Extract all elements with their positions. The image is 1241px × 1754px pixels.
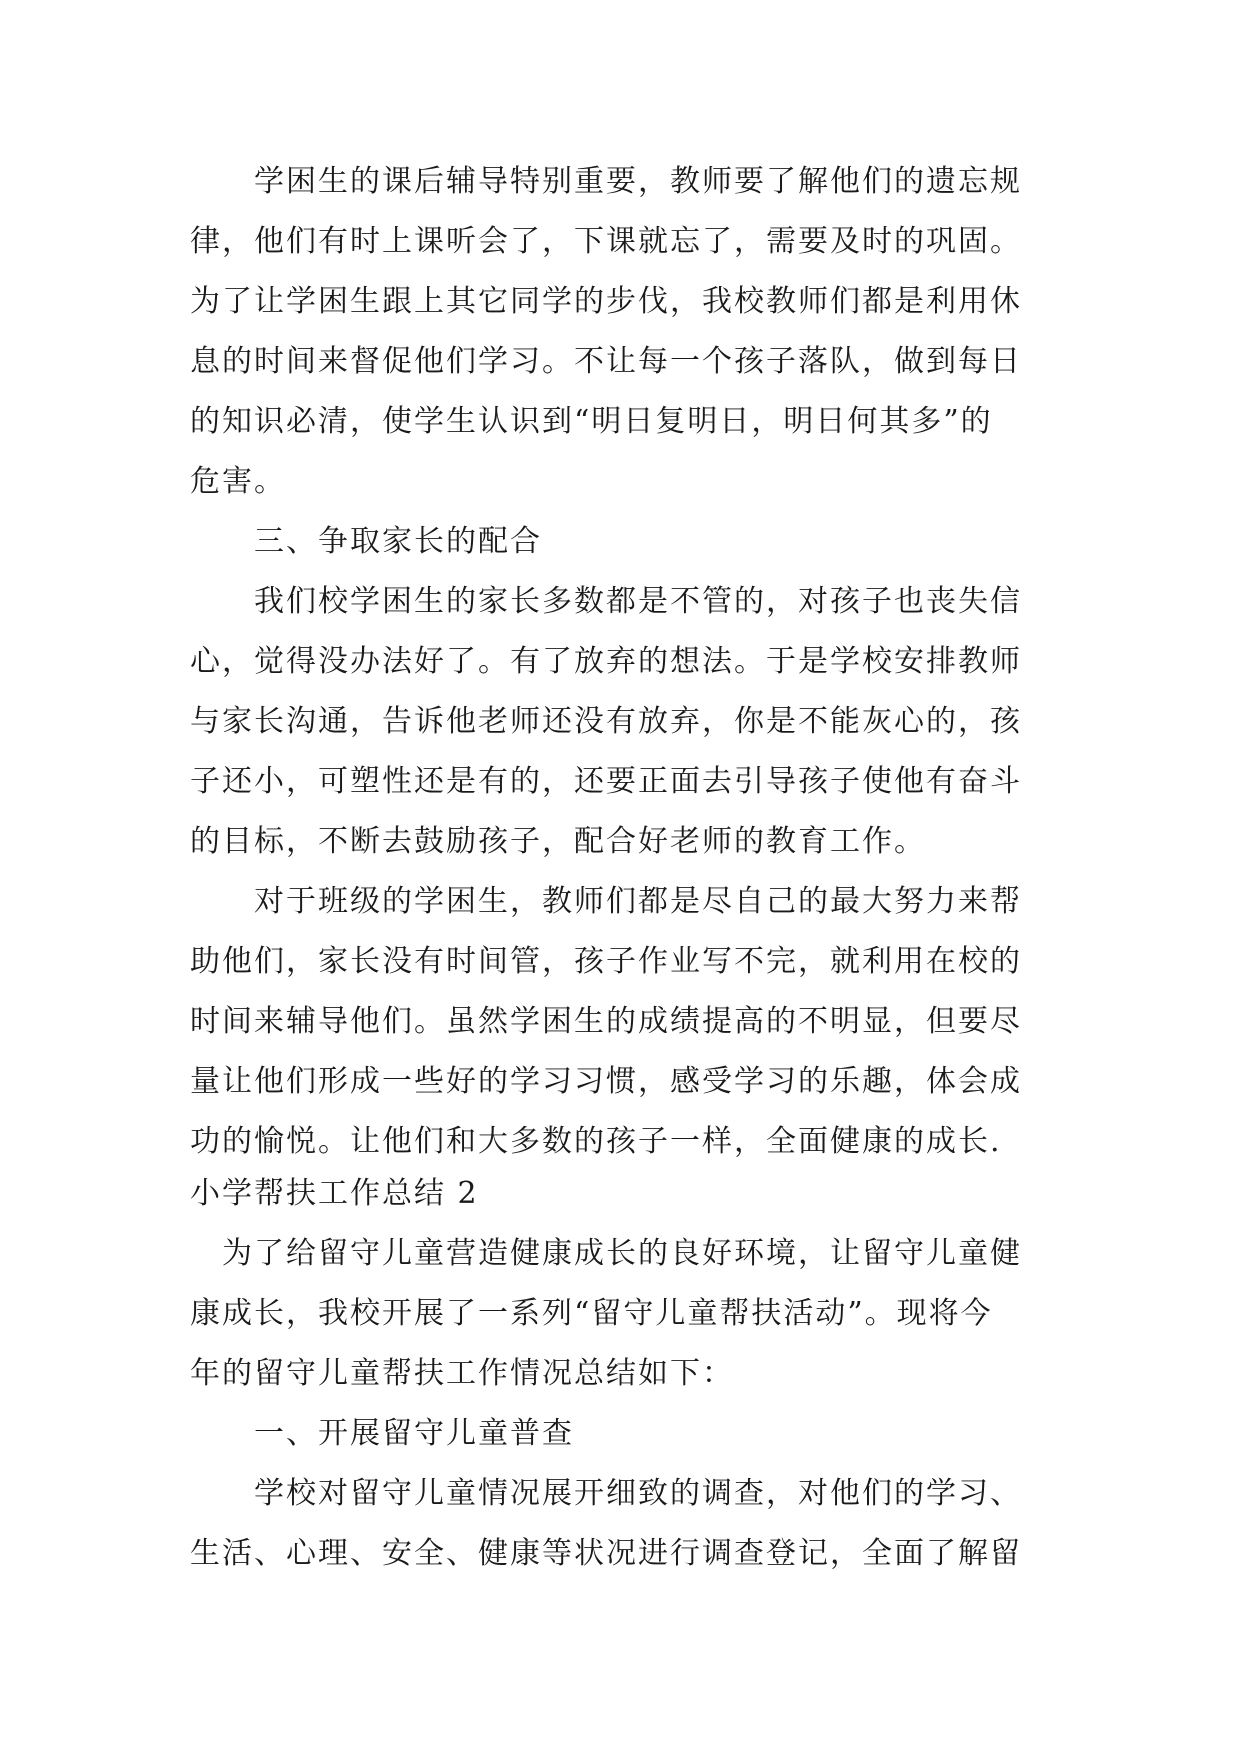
paragraph-line: 助他们，家长没有时间管，孩子作业写不完，就利用在校的 bbox=[190, 944, 1022, 979]
paragraph-line: 学困生的课后辅导特别重要，教师要了解他们的遗忘规 bbox=[254, 164, 1022, 199]
paragraph-line: 生活、心理、安全、健康等状况进行调查登记，全面了解留 bbox=[190, 1536, 1022, 1571]
paragraph-line: 康成长，我校开展了一系列“留守儿童帮扶活动”。现将今 bbox=[190, 1296, 993, 1331]
section-heading: 三、争取家长的配合 bbox=[254, 524, 542, 559]
paragraph-line: 功的愉悦。让他们和大多数的孩子一样，全面健康的成长. bbox=[190, 1124, 1002, 1159]
paragraph-line: 为了让学困生跟上其它同学的步伐，我校教师们都是利用休 bbox=[190, 284, 1022, 319]
paragraph-line: 年的留守儿童帮扶工作情况总结如下： bbox=[190, 1356, 734, 1391]
paragraph-line: 我们校学困生的家长多数都是不管的，对孩子也丧失信 bbox=[254, 584, 1022, 619]
paragraph-line: 子还小，可塑性还是有的，还要正面去引导孩子使他有奋斗 bbox=[190, 764, 1022, 799]
paragraph-line: 息的时间来督促他们学习。不让每一个孩子落队，做到每日 bbox=[190, 344, 1022, 379]
paragraph-line: 的目标，不断去鼓励孩子，配合好老师的教育工作。 bbox=[190, 824, 926, 859]
paragraph-line: 量让他们形成一些好的学习习惯，感受学习的乐趣，体会成 bbox=[190, 1064, 1022, 1099]
paragraph-line: 时间来辅导他们。虽然学困生的成绩提高的不明显，但要尽 bbox=[190, 1004, 1022, 1039]
paragraph-line: 心，觉得没办法好了。有了放弃的想法。于是学校安排教师 bbox=[190, 644, 1022, 679]
paragraph-line: 为了给留守儿童营造健康成长的良好环境，让留守儿童健 bbox=[222, 1236, 1022, 1271]
paragraph-line: 对于班级的学困生，教师们都是尽自己的最大努力来帮 bbox=[254, 884, 1022, 919]
section-heading: 一、开展留守儿童普查 bbox=[254, 1416, 574, 1451]
paragraph-line: 与家长沟通，告诉他老师还没有放弃，你是不能灰心的，孩 bbox=[190, 704, 1022, 739]
paragraph-line: 的知识必清，使学生认识到“明日复明日，明日何其多”的 bbox=[190, 404, 993, 439]
paragraph-line: 危害。 bbox=[190, 464, 286, 499]
document-title: 小学帮扶工作总结 2 bbox=[190, 1176, 479, 1211]
document-body bbox=[190, 162, 1060, 1594]
paragraph-line: 律，他们有时上课听会了，下课就忘了，需要及时的巩固。 bbox=[190, 224, 1022, 259]
paragraph-line: 学校对留守儿童情况展开细致的调查，对他们的学习、 bbox=[254, 1476, 1022, 1511]
